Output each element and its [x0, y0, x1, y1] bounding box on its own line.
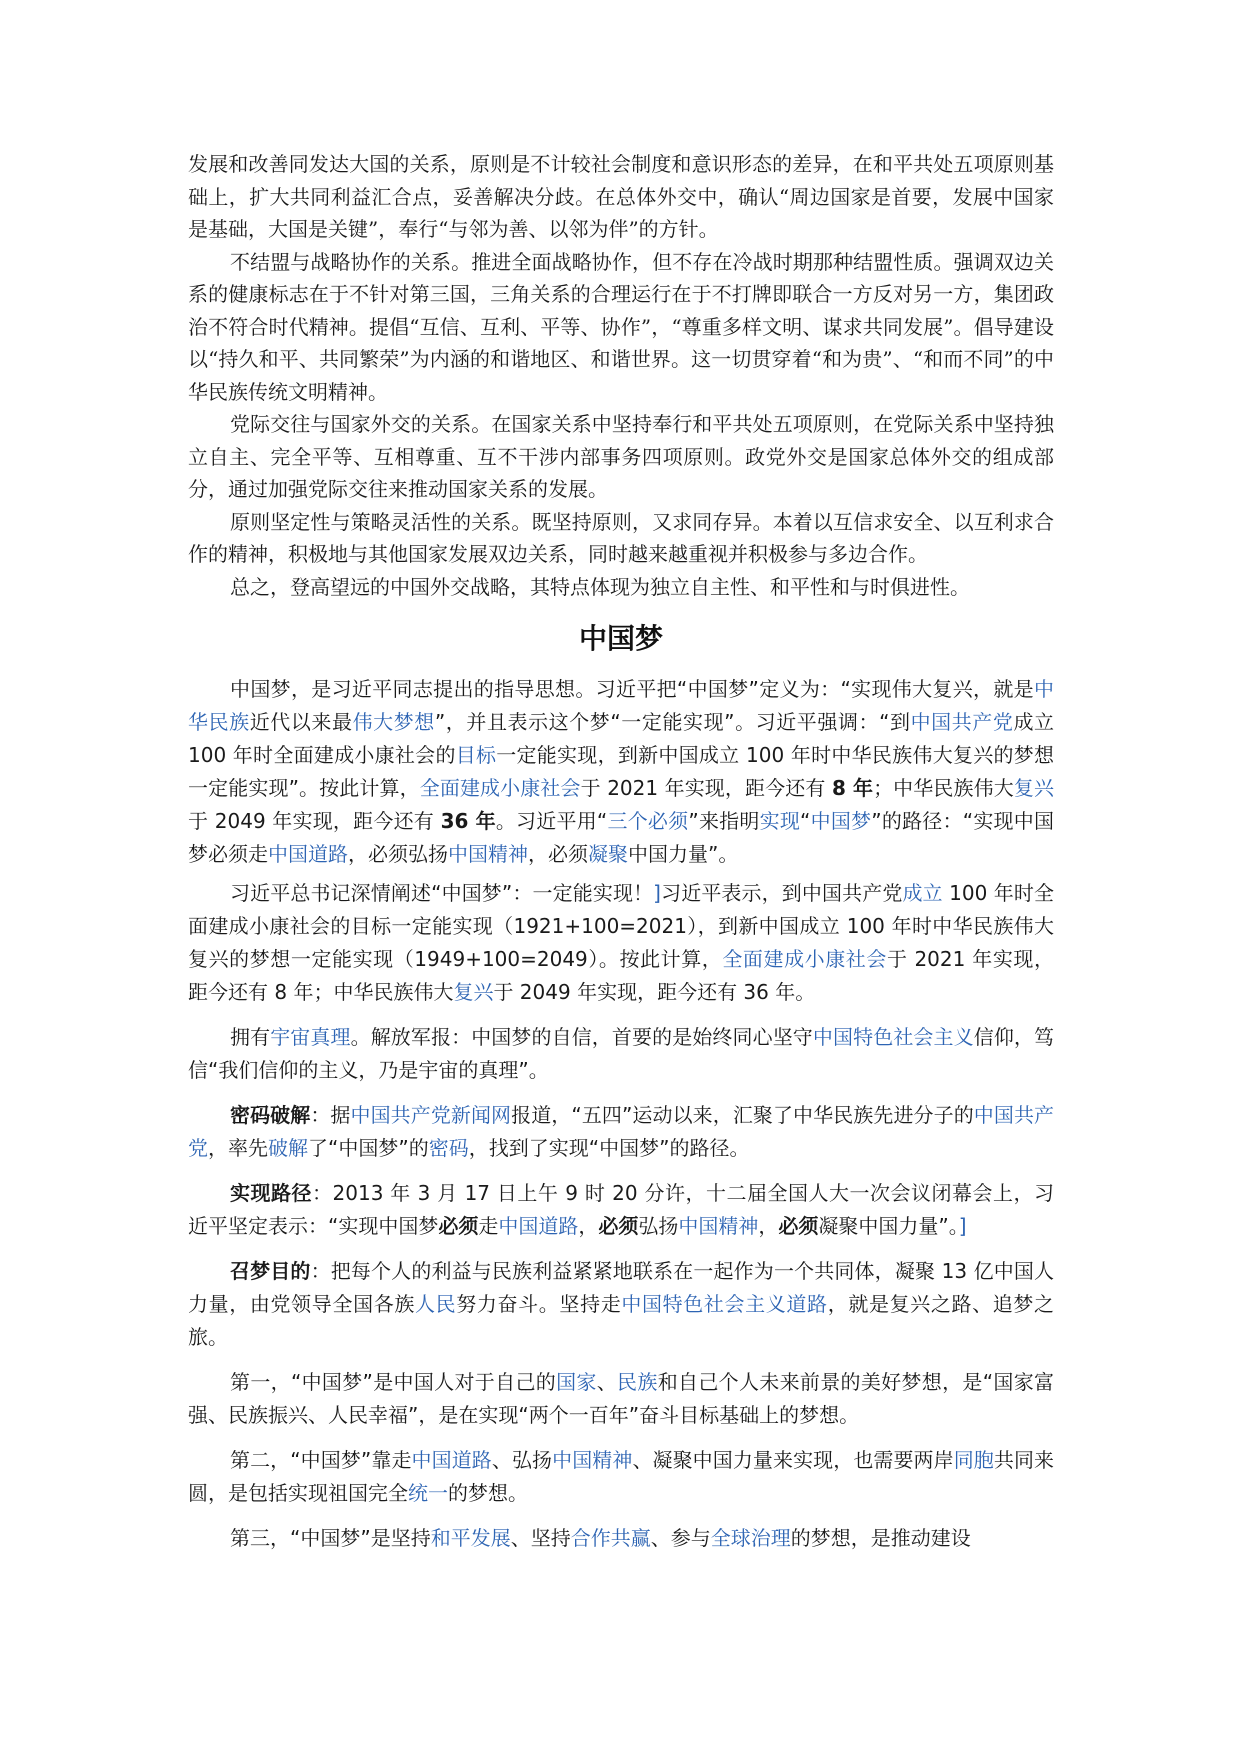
paragraph-non-alignment: 不结盟与战略协作的关系。推进全面战略协作，但不存在冷战时期那种结盟性质。强调双边关系的健康标志在于不针对第三国，三角关系的合理运行在于不打牌即联合一方反对另一方，集团政治不符合时代精神。提倡“互信、互利、平等、协作”，“尊重多样文明、谋求共同发展”。倡导建设以“持久和平、共同繁荣”为内涵的和谐地区、和谐世界。这一切贯穿着“和为贵”、“和而不同”的中华民族传统文明精神。	[188, 249, 1054, 404]
text: 、弘扬	[491, 1448, 553, 1472]
link-cpc[interactable]: 中国共产党	[188, 1103, 1055, 1160]
paragraph-party-diplomacy: 党际交往与国家外交的关系。在国家关系中坚持奉行和平共处五项原则，在党际关系中坚持独立自主、完全平等、互相尊重、互不干涉内部事务四项原则。政党外交是国家总体外交的组成部分，通过加强党际交往来推动国家关系的发展。	[188, 412, 1054, 501]
text: 第二，“中国梦”靠走	[230, 1448, 412, 1472]
text: 和自己个人未来前景的美好梦想，是“国家富强、民族振兴、人民幸福”，是在实现“两个一百年”奋斗目标基础上的梦想。	[188, 1370, 1055, 1427]
text: ”，并且表示这个梦“一定能实现”。习近平强调：“到	[434, 710, 911, 734]
heading-code-cracking: 密码破解	[230, 1103, 311, 1127]
text: ，找到了实现“中国梦”的路径。	[468, 1136, 750, 1160]
link-socialism-chinese-characteristics[interactable]: 中国特色社会主义	[812, 1025, 974, 1049]
link-chinese-spirit[interactable]: 中国精神	[678, 1214, 759, 1238]
text: 于 2049 年实现，距今还有	[188, 809, 441, 833]
link-moderately-prosperous[interactable]: 全面建成小康社会	[722, 947, 887, 971]
text: ：2013 年 3 月 17 日上午 9 时 20 分许，十二届全国人大一次会议闭幕会上，习近平坚定表示：“实现中国梦	[188, 1181, 1055, 1238]
text: ，	[578, 1214, 599, 1238]
text: ”的路径：“实现中国梦必须走	[188, 809, 1054, 866]
paragraph-second	[188, 1444, 1054, 1510]
link-people[interactable]: 人民	[414, 1292, 457, 1316]
paragraph-third	[188, 1522, 1054, 1555]
footnote-marker[interactable]: ]	[958, 1214, 967, 1238]
text: 于 2049 年实现，距今还有 36 年。	[493, 980, 816, 1004]
link-chinese-path[interactable]: 中国道路	[411, 1448, 492, 1472]
link-country[interactable]: 国家	[556, 1370, 597, 1394]
link-cpc[interactable]: 中国共产党	[910, 710, 1014, 734]
text: 、凝聚中国力量来实现，也需要两岸	[632, 1448, 954, 1472]
footnote-marker[interactable]: ]	[653, 881, 661, 905]
bold-8-years: 8 年	[831, 776, 874, 800]
text: ，必须弘扬	[348, 842, 448, 866]
link-chinese-spirit[interactable]: 中国精神	[448, 842, 528, 866]
link-compatriots[interactable]: 同胞	[953, 1448, 994, 1472]
text: 报道，“五四”运动以来，汇聚了中华民族先进分子的	[511, 1103, 974, 1127]
text: 的梦想，是推动建设	[790, 1526, 971, 1550]
link-great-dream[interactable]: 伟大梦想	[352, 710, 435, 734]
link-code[interactable]: 密码	[428, 1136, 469, 1160]
heading-realization-path: 实现路径	[230, 1181, 313, 1205]
link-chinese-spirit[interactable]: 中国精神	[552, 1448, 633, 1472]
bold-must: 必须	[438, 1214, 479, 1238]
paragraph-major-powers: 发展和改善同发达大国的关系，原则是不计较社会制度和意识形态的差异，在和平共处五项原则基础上，扩大共同利益汇合点，妥善解决分歧。在总体外交中，确认“周边国家是首要，发展中国家是基础，大国是关键”，奉行“与邻为善、以邻为伴”的方针。	[188, 152, 1054, 241]
text: ，	[758, 1214, 779, 1238]
text: 走	[478, 1214, 499, 1238]
text: ，就是复兴之路、追梦之旅。	[188, 1292, 1055, 1349]
link-unification[interactable]: 统一	[408, 1481, 448, 1505]
text: 近代以来最	[249, 710, 353, 734]
text: 、坚持	[510, 1526, 571, 1550]
link-rejuvenation[interactable]: 复兴	[453, 980, 494, 1004]
link-moderately-prosperous[interactable]: 全面建成小康社会	[419, 776, 581, 800]
text: “	[800, 809, 811, 833]
link-peaceful-development[interactable]: 和平发展	[430, 1526, 511, 1550]
text: 弘扬	[638, 1214, 679, 1238]
link-nation[interactable]: 民族	[617, 1370, 658, 1394]
text: 成立 100 年时全面建成小康社会的	[188, 710, 1055, 767]
text: ，率先	[208, 1136, 268, 1160]
paragraph-dream-intro	[188, 673, 1054, 871]
text: 一定能实现，到新中国成立 100 年时中华民族伟大复兴的梦想一定能实现”。按此计算，	[188, 743, 1055, 800]
paragraph-first	[188, 1366, 1054, 1432]
text: 。习近平用“	[495, 809, 608, 833]
link-global-governance[interactable]: 全球治理	[710, 1526, 791, 1550]
bold-36-years: 36 年	[440, 809, 496, 833]
paragraph-code-cracking	[188, 1099, 1054, 1165]
text: ，必须	[528, 842, 588, 866]
text: 共同来圆，是包括实现祖国完全	[188, 1448, 1055, 1505]
paragraph-universal-truth	[188, 1021, 1054, 1087]
link-chinese-dream[interactable]: 中国梦	[810, 809, 872, 833]
paragraph-conclusion: 总之，登高望远的中国外交战略，其特点体现为独立自主性、和平性和与时俱进性。	[230, 574, 970, 599]
link-rejuvenation[interactable]: 复兴	[1013, 776, 1054, 800]
text: 、	[596, 1370, 618, 1394]
text: ”来指明	[688, 809, 760, 833]
text: 中国力量”。	[628, 842, 739, 866]
paragraph-principle-flexibility: 原则坚定性与策略灵活性的关系。既坚持原则，又求同存异。本着以互信求安全、以互利求合作的精神，积极地与其他国家发展双边关系，同时越来越重视并积极参与多边合作。	[188, 509, 1054, 566]
text: 第三，“中国梦”是坚持	[230, 1526, 431, 1550]
link-chinese-path[interactable]: 中国道路	[498, 1214, 579, 1238]
paragraph-dream-elaborate	[188, 877, 1054, 1009]
text: 凝聚中国力量”。	[818, 1214, 959, 1238]
text: ：据	[310, 1103, 351, 1127]
text: 100 年时全面建成小康社会的目标一定能实现（1921+100=2021），到新中国成立 100 年时中华民族伟大复兴的梦想一定能实现（1949+100=2049）。按此计算，	[188, 881, 1055, 971]
text: 。解放军报：中国梦的自信，首要的是始终同心坚守	[350, 1025, 813, 1049]
text: 、参与	[650, 1526, 711, 1550]
link-unite[interactable]: 凝聚	[588, 842, 628, 866]
text: 第一，“中国梦”是中国人对于自己的	[230, 1370, 557, 1394]
link-three-musts[interactable]: 三个必须	[607, 809, 689, 833]
link-realize[interactable]: 实现	[759, 809, 801, 833]
heading-purpose: 召梦目的	[230, 1259, 311, 1283]
text: 于 2021 年实现，距今还有	[580, 776, 832, 800]
text: 中国梦，是习近平同志提出的指导思想。习近平把“中国梦”定义为：“实现伟大复兴，就是	[230, 677, 1034, 701]
link-chinese-nation[interactable]: 中华民族	[188, 677, 1054, 734]
link-founding[interactable]: 成立	[902, 881, 943, 905]
link-socialist-road[interactable]: 中国特色社会主义道路	[621, 1292, 828, 1316]
text: 了“中国梦”的	[308, 1136, 429, 1160]
link-universal-truth[interactable]: 宇宙真理	[270, 1025, 351, 1049]
link-cpc-news[interactable]: 中国共产党新闻网	[350, 1103, 512, 1127]
link-chinese-path[interactable]: 中国道路	[268, 842, 348, 866]
section-title: 中国梦	[578, 622, 663, 655]
link-crack[interactable]: 破解	[268, 1136, 308, 1160]
text: 信仰，笃信“我们信仰的主义，乃是宇宙的真理”。	[188, 1025, 1055, 1082]
text: 于 2021 年实现，距今还有 8 年；中华民族伟大	[188, 947, 1054, 1004]
link-win-win[interactable]: 合作共赢	[570, 1526, 651, 1550]
paragraph-realization-path	[188, 1177, 1054, 1243]
bold-must: 必须	[778, 1214, 819, 1238]
text: 的梦想。	[448, 1481, 528, 1505]
text: 习近平表示，到中国共产党	[660, 881, 903, 905]
text: 习近平总书记深情阐述“中国梦”：一定能实现！	[230, 881, 654, 905]
paragraph-purpose	[188, 1255, 1054, 1354]
text: 拥有	[230, 1025, 271, 1049]
text: ；中华民族伟大	[873, 776, 1014, 800]
document-page	[188, 148, 1054, 1555]
link-goal[interactable]: 目标	[455, 743, 497, 767]
text: 努力奋斗。坚持走	[456, 1292, 622, 1316]
text: ：把每个人的利益与民族利益紧紧地联系在一起作为一个共同体，凝聚 13 亿中国人力量，由党领导全国各族	[188, 1259, 1055, 1316]
bold-must: 必须	[598, 1214, 639, 1238]
